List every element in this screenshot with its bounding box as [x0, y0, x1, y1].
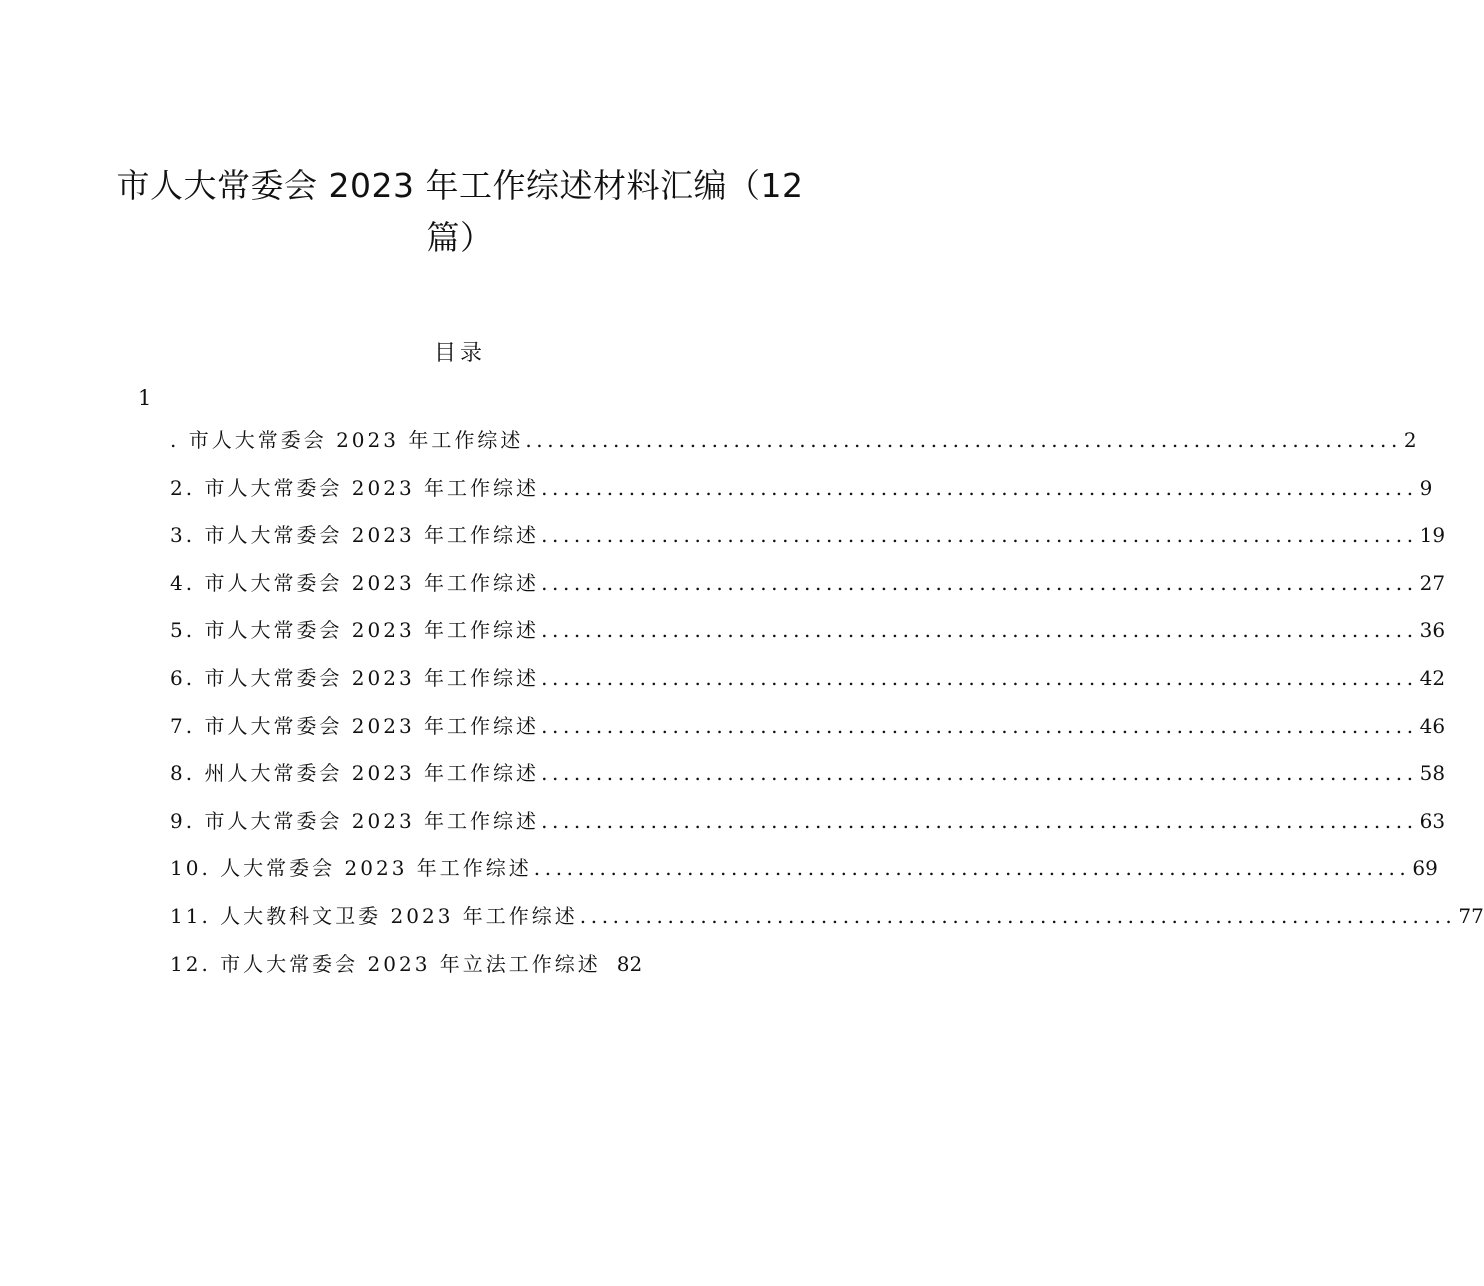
toc-dot-leader: ................................................................................ — [525, 428, 1402, 452]
toc-dot-leader: ................................................................................ — [541, 618, 1418, 643]
toc-page-number: 46 — [1419, 713, 1446, 738]
toc-entry-title: 2. 市人大常委会 2023 年工作综述 — [170, 475, 540, 500]
toc-stray-number: 1 — [138, 386, 152, 410]
toc-entry-title: 11. 人大教科文卫委 2023 年工作综述 — [170, 903, 578, 928]
toc-page-number: 9 — [1419, 475, 1433, 500]
toc-entry-6[interactable] — [170, 662, 1446, 710]
toc-page-number: 82 — [616, 951, 643, 976]
toc-entry-8[interactable] — [170, 757, 1446, 805]
toc-entry-title: 4. 市人大常委会 2023 年工作综述 — [170, 570, 540, 595]
toc-page-number: 69 — [1412, 856, 1438, 881]
toc-entry-title: 8. 州人大常委会 2023 年工作综述 — [170, 761, 540, 786]
toc-entry-title: . 市人大常委会 2023 年工作综述 — [170, 428, 524, 452]
toc-page-number: 19 — [1419, 523, 1446, 548]
document-title-line-2: 篇） — [426, 218, 494, 257]
toc-page-number: 42 — [1419, 665, 1446, 690]
toc-dot-leader: ................................................................................ — [541, 665, 1418, 690]
toc-page-number: 63 — [1419, 808, 1446, 833]
toc-dot-leader: ................................................................................ — [579, 903, 1457, 928]
toc-entry-12[interactable] — [170, 948, 756, 996]
toc-dot-leader: ................................................................................ — [541, 523, 1418, 548]
toc-page-number: 58 — [1419, 761, 1446, 786]
toc-entry-title: 12. 市人大常委会 2023 年立法工作综述 — [170, 951, 601, 976]
toc-entry-title: 7. 市人大常委会 2023 年工作综述 — [170, 713, 540, 738]
toc-heading: 目录 — [433, 341, 486, 366]
toc-dot-leader: ................................................................................ — [541, 475, 1418, 500]
toc-entry-title: 3. 市人大常委会 2023 年工作综述 — [170, 523, 540, 548]
table-of-contents — [170, 424, 1484, 995]
toc-page-number: 2 — [1403, 428, 1417, 452]
toc-entry-4[interactable] — [170, 567, 1446, 615]
toc-entry-2[interactable] — [170, 472, 1433, 520]
toc-entry-3[interactable] — [170, 519, 1446, 567]
toc-entry-title: 6. 市人大常委会 2023 年工作综述 — [170, 665, 540, 690]
toc-entry-title: 10. 人大常委会 2023 年工作综述 — [170, 856, 532, 881]
toc-entry-10[interactable] — [170, 852, 1438, 900]
toc-page-number: 77 — [1458, 903, 1484, 928]
toc-entry-11[interactable] — [170, 900, 1484, 948]
toc-entry-title: 9. 市人大常委会 2023 年工作综述 — [170, 808, 540, 833]
toc-dot-leader: ................................................................................ — [533, 856, 1411, 881]
toc-entry-1[interactable] — [170, 424, 1417, 472]
document-title — [110, 160, 810, 264]
toc-entry-9[interactable] — [170, 805, 1446, 853]
toc-dot-leader: ................................................................................ — [541, 713, 1418, 738]
toc-page-number: 36 — [1419, 618, 1446, 643]
document-title-line-1: 市人大常委会 2023 年工作综述材料汇编（12 — [116, 166, 804, 205]
toc-entry-5[interactable] — [170, 614, 1446, 662]
toc-entry-title: 5. 市人大常委会 2023 年工作综述 — [170, 618, 540, 643]
toc-dot-leader: ................................................................................ — [541, 570, 1418, 595]
toc-dot-leader: ................................................................................ — [541, 808, 1418, 833]
toc-entry-7[interactable] — [170, 710, 1446, 758]
toc-page-number: 27 — [1419, 570, 1446, 595]
toc-dot-leader: ................................................................................ — [541, 761, 1418, 786]
